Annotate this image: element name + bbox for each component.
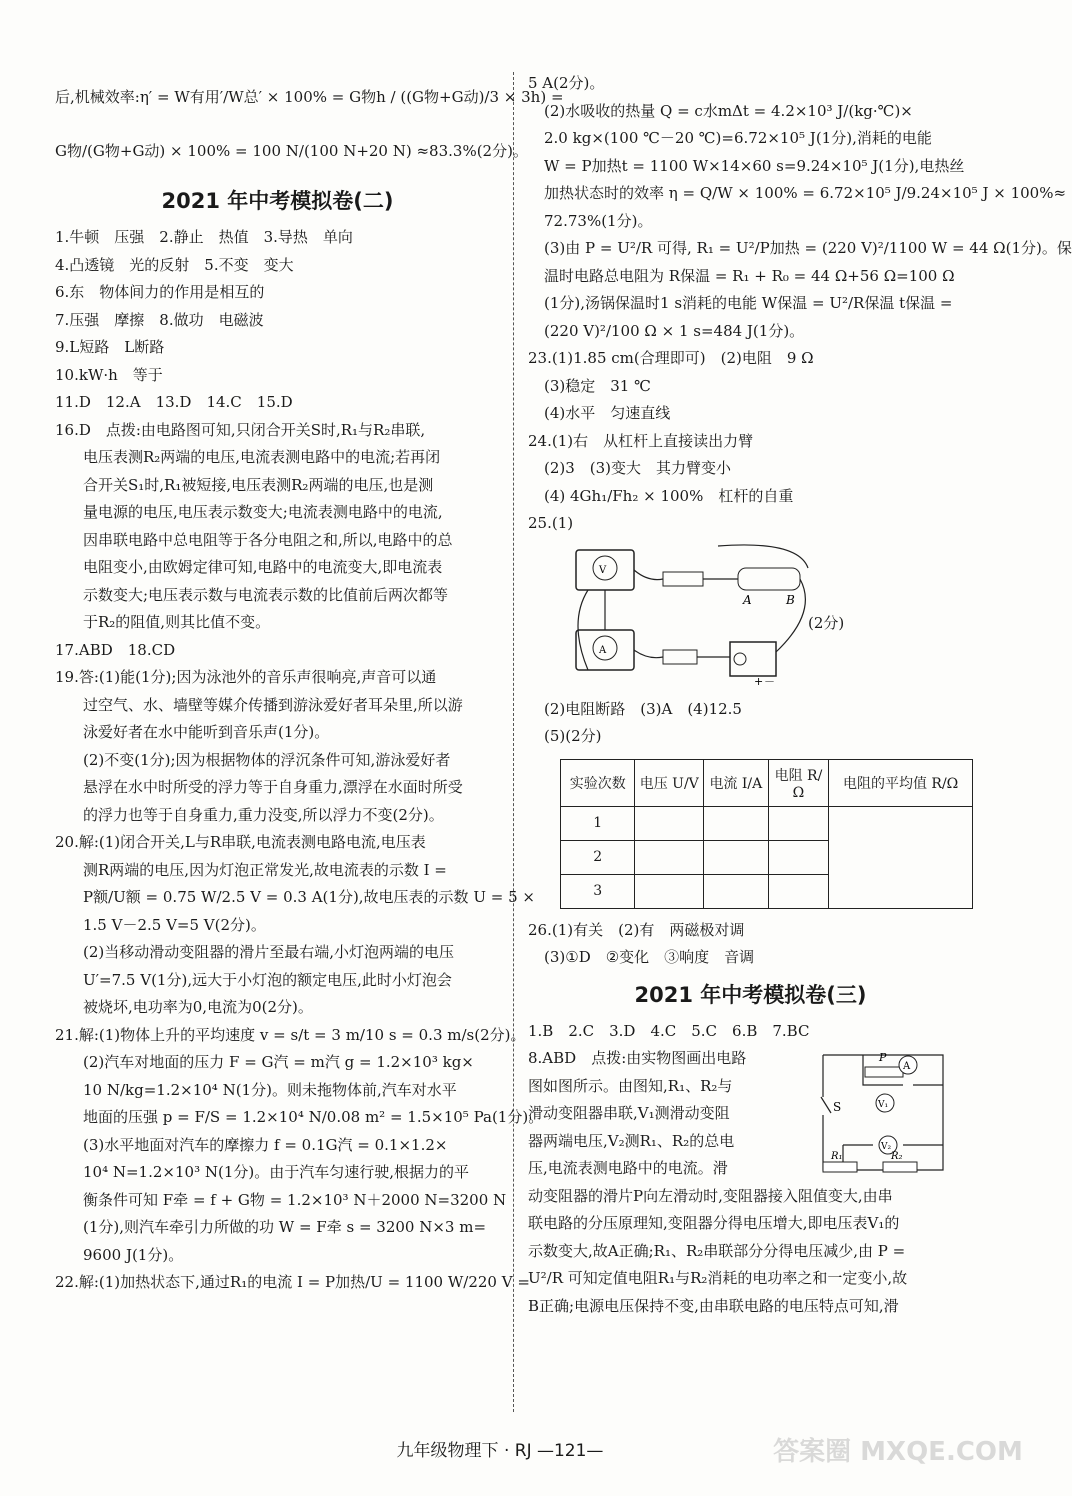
table-header: 实验次数 xyxy=(561,759,635,806)
text-line: (3)①D ②变化 ③响度 音调 xyxy=(544,948,755,966)
text-line: 10 N/kg=1.2×10⁴ N(1分)。则未拖物体前,汽车对水平 xyxy=(83,1080,457,1099)
text-line: P额/U额 = 0.75 W/2.5 V = 0.3 A(1分),故电压表的示数 U = 5 × xyxy=(83,888,535,906)
text-line: 24.(1)右 从杠杆上直接读出力臂 xyxy=(528,431,754,450)
text-line: B正确;电源电压保持不变,由串联电路的电压特点可知,滑 xyxy=(528,1296,899,1315)
text-line: 22.解:(1)加热状态下,通过R₁的电流 I = P加热/U = 1100 W/220 V = xyxy=(55,1273,530,1291)
circuit-label: V xyxy=(599,564,607,576)
text-line: 9.L短路 L断路 xyxy=(55,338,165,356)
table-cell xyxy=(635,840,704,874)
fig-label: V₁ xyxy=(878,1100,889,1110)
text-line: 20.解:(1)闭合开关,L与R串联,电流表测电路电流,电压表 xyxy=(55,833,426,851)
text-line: 电阻变小,由欧姆定律可知,电路中的电流变大,即电流表 xyxy=(83,558,443,576)
text-line: 压,电流表测电路中的电流。滑 xyxy=(528,1159,728,1177)
text-line: 2.0 kg×(100 ℃－20 ℃)=6.72×10⁵ J(1分),消耗的电能 xyxy=(544,129,932,147)
text-line: (2)电阻断路 (3)A (4)12.5 xyxy=(544,699,742,718)
text-line: 21.解:(1)物体上升的平均速度 v = s/t = 3 m/10 s = 0.3 m/s(2分)。 xyxy=(55,1025,526,1044)
text-line: (2)不变(1分);因为根据物体的浮沉条件可知,游泳爱好者 xyxy=(83,750,451,769)
table-header: 电阻的平均值 R/Ω xyxy=(829,759,973,806)
text-line: 17.ABD 18.CD xyxy=(55,640,176,659)
table-cell: 3 xyxy=(561,874,635,908)
score-note: (2分) xyxy=(808,613,845,632)
text-line: 示数变大;电压表示数与电流表示数的比值前后两次都等 xyxy=(83,585,449,604)
text-line: W = P加热t = 1100 W×14×60 s=9.24×10⁵ J(1分),电热丝 xyxy=(544,156,965,175)
text-line: 测R两端的电压,因为灯泡正常发光,故电流表的示数 I = xyxy=(83,860,447,879)
text-line: (3)由 P = U²/R 可得, R₁ = U²/P加热 = (220 V)²/1100 W = 44 Ω(1分)。保 xyxy=(544,239,1072,257)
text-line: (3)水平地面对汽车的摩擦力 f = 0.1G汽 = 0.1×1.2× xyxy=(83,1135,448,1154)
text-line: 被烧坏,电功率为0,电流为0(2分)。 xyxy=(83,998,313,1016)
table-cell xyxy=(768,806,829,840)
text-line: 的浮力也等于自身重力,重力没变,所以浮力不变(2分)。 xyxy=(83,805,444,824)
question-8 xyxy=(528,1045,973,1183)
table-cell xyxy=(768,874,829,908)
table-header: 电压 U/V xyxy=(635,759,704,806)
section-title-mock-2: 2021 年中考模拟卷(二) xyxy=(161,189,394,213)
text-line: 衡条件可知 F牵 = f + G物 = 1.2×10³ N＋2000 N=3200 N xyxy=(83,1190,507,1209)
text-line: (2)3 (3)变大 其力臂变小 xyxy=(544,459,732,477)
watermark-logo xyxy=(773,1430,1023,1490)
answers-block xyxy=(528,70,1072,538)
table-row xyxy=(561,806,973,840)
page-footer: 九年级物理下 · RJ —121— xyxy=(396,1441,604,1461)
text-line: 4.凸透镜 光的反射 5.不变 变大 xyxy=(55,255,294,274)
text-line: 器两端电压,V₂测R₁、R₂的总电 xyxy=(528,1131,735,1150)
text-line: 后,机械效率:η′ = W有用′/W总′ × 100% = G物h / ((G物+G动)/3 × 3h) = xyxy=(55,88,564,106)
table-cell xyxy=(635,806,704,840)
text-line: (2)水吸收的热量 Q = c水mΔt = 4.2×10³ J/(kg·℃)× xyxy=(544,101,913,120)
text-line: (5)(2分) xyxy=(544,727,602,745)
experiment-table xyxy=(560,759,973,909)
watermark-text: 答案圈 MXQE.COM xyxy=(773,1437,1023,1467)
text-line: 温时电路总电阻为 R保温 = R₁ + R₀ = 44 Ω+56 Ω=100 Ω xyxy=(544,266,955,285)
text-line: 7.压强 摩擦 8.做功 电磁波 xyxy=(55,310,264,329)
text-line: 悬浮在水中时所受的浮力等于自身重力,漂浮在水面时所受 xyxy=(83,778,463,796)
circuit-figure xyxy=(568,542,828,692)
text-line: 动变阻器的滑片P向左滑动时,变阻器接入阻值变大,由串 xyxy=(528,1186,893,1205)
text-line: (220 V)²/100 Ω × 1 s=484 J(1分)。 xyxy=(544,321,805,340)
text-line: U′=7.5 V(1分),远大于小灯泡的额定电压,此时小灯泡会 xyxy=(83,970,452,989)
text-line: 9600 J(1分)。 xyxy=(83,1245,184,1264)
text-line: 加热状态时的效率 η = Q/W × 100% = 6.72×10⁵ J/9.24×10⁵ J × 100%≈ xyxy=(544,184,1067,202)
text-line: 量电源的电压,电压表示数变大;电流表测电路中的电流, xyxy=(83,503,443,521)
text-line: 过空气、水、墙壁等媒介传播到游泳爱好者耳朵里,所以游 xyxy=(83,695,463,714)
text-line: 19.答:(1)能(1分);因为泳池外的音乐声很响亮,声音可以通 xyxy=(55,668,437,686)
answers-block xyxy=(528,696,973,751)
table-cell xyxy=(768,840,829,874)
text-line: (2)汽车对地面的压力 F = G汽 = m汽 g = 1.2×10³ kg× xyxy=(83,1053,474,1071)
fig-label: A xyxy=(903,1061,911,1072)
text-line: 72.73%(1分)。 xyxy=(544,211,653,230)
text-line: (2)当移动滑动变阻器的滑片至最右端,小灯泡两端的电压 xyxy=(83,943,455,961)
text-line: (3)稳定 31 ℃ xyxy=(544,376,651,395)
text-line: 23.(1)1.85 cm(合理即可) (2)电阻 9 Ω xyxy=(528,349,814,367)
circuit-label: A xyxy=(743,592,752,607)
fig-label: R₁ xyxy=(831,1151,843,1162)
circuit-label: A xyxy=(599,644,607,656)
table-cell xyxy=(635,874,704,908)
text-line: 11.D 12.A 13.D 14.C 15.D xyxy=(55,393,293,411)
table-header: 电流 I/A xyxy=(704,759,769,806)
circuit-label: B xyxy=(786,592,795,607)
text-line: 1.牛顿 压强 2.静止 热值 3.导热 单向 xyxy=(55,228,353,246)
text-line: 16.D 点拨:由电路图可知,只闭合开关S时,R₁与R₂串联, xyxy=(55,420,426,439)
fig-label: P xyxy=(879,1051,887,1064)
table-header-row xyxy=(561,759,973,806)
table-header: 电阻 R/Ω xyxy=(768,759,829,806)
text-line: 地面的压强 p = F/S = 1.2×10⁴ N/0.08 m² = 1.5×10⁵ Pa(1分)。 xyxy=(83,1108,544,1126)
text-line: 6.东 物体间力的作用是相互的 xyxy=(55,283,265,301)
circuit-figure-8 xyxy=(803,1045,973,1180)
text-line: 因串联电路中总电阻等于各分电阻之和,所以,电路中的总 xyxy=(83,530,453,549)
answers-block xyxy=(55,224,544,1297)
text-line: 示数变大,故A正确;R₁、R₂串联部分分得电压减少,由 P = xyxy=(528,1241,906,1260)
text-line: 合开关S₁时,R₁被短接,电压表测R₂两端的电压,也是测 xyxy=(83,475,434,494)
section-title-mock-3: 2021 年中考模拟卷(三) xyxy=(634,982,867,1007)
text-line: 1.5 V－2.5 V=5 V(2分)。 xyxy=(83,915,266,934)
fig-label: V₂ xyxy=(881,1142,892,1152)
fig-label: R₂ xyxy=(891,1151,903,1162)
text-line: 8.ABD 点拨:由实物图画出电路 xyxy=(528,1049,747,1067)
table-cell xyxy=(704,806,769,840)
circuit-diagram-25 xyxy=(568,542,973,692)
circuit-label: + xyxy=(754,674,764,688)
text-line: 图如图所示。由图知,R₁、R₂与 xyxy=(528,1076,733,1095)
text-line: 1.B 2.C 3.D 4.C 5.C 6.B 7.BC xyxy=(528,1021,810,1040)
text-line: (1分),汤锅保温时1 s消耗的电能 W保温 = U²/R保温 t保温 = xyxy=(544,294,953,312)
table-cell: 1 xyxy=(561,806,635,840)
text-line: (4) 4Gh₁/Fh₂ × 100% 杠杆的自重 xyxy=(544,486,794,505)
text-line: 泳爱好者在水中能听到音乐声(1分)。 xyxy=(83,723,330,741)
text-line: 电压表测R₂两端的电压,电流表测电路中的电流;若再闭 xyxy=(83,448,441,466)
fig-label: S xyxy=(833,1100,842,1114)
text-line: G物/(G物+G动) × 100% = 100 N/(100 N+20 N) ≈83.3%(2分)。 xyxy=(55,142,528,160)
answers-block xyxy=(528,1183,973,1321)
circuit-label: － xyxy=(764,674,775,688)
text-line: 10.kW·h 等于 xyxy=(55,365,163,384)
text-line: U²/R 可知定值电阻R₁与R₂消耗的电功率之和一定变小,故 xyxy=(528,1269,908,1287)
text-line: 25.(1) xyxy=(528,514,574,532)
text-line: 5 A(2分)。 xyxy=(528,74,605,92)
text-line: 滑动变阻器串联,V₁测滑动变阻 xyxy=(528,1104,730,1122)
table-cell: 2 xyxy=(561,840,635,874)
text-line: (4)水平 匀速直线 xyxy=(544,404,671,422)
text-line: 联电路的分压原理知,变阻器分得电压增大,即电压表V₁的 xyxy=(528,1214,900,1232)
table-cell xyxy=(704,874,769,908)
table-cell xyxy=(704,840,769,874)
text-line: 于R₂的阻值,则其比值不变。 xyxy=(83,613,271,631)
text-line: (1分),则汽车牵引力所做的功 W = F牵 s = 3200 N×3 m= xyxy=(83,1218,487,1236)
answers-block xyxy=(528,1018,973,1046)
text-line: 26.(1)有关 (2)有 两磁极对调 xyxy=(528,920,745,939)
answers-block xyxy=(528,917,973,972)
column-divider xyxy=(513,72,514,1412)
text-line: 10⁴ N=1.2×10³ N(1分)。由于汽车匀速行驶,根据力的平 xyxy=(83,1163,469,1181)
table-cell xyxy=(829,806,973,908)
right-column xyxy=(528,70,1072,1320)
